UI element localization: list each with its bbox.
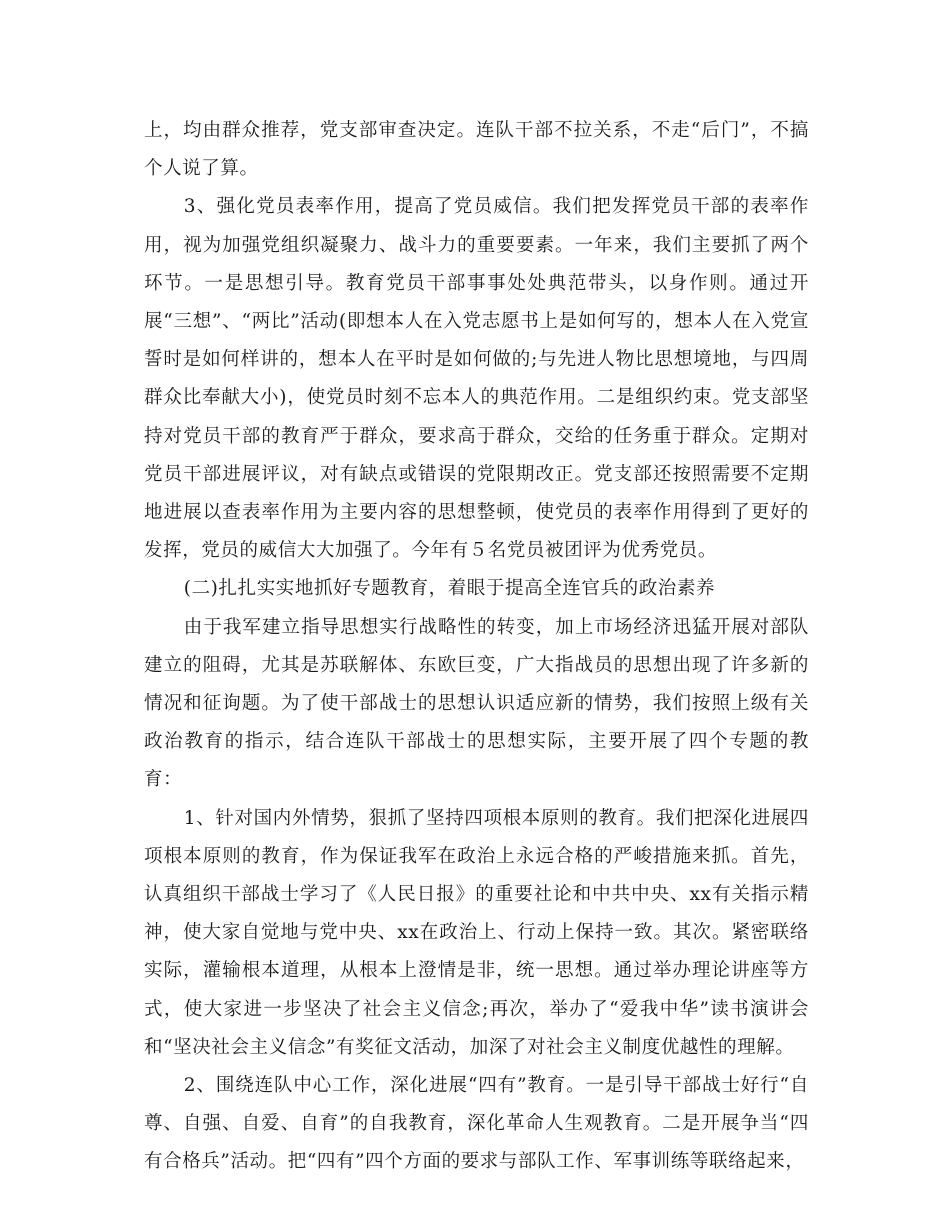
- paragraph-continuation: 上，均由群众推荐，党支部审查决定。连队干部不拉关系，不走“后门”，不搞个人说了算。: [144, 120, 809, 180]
- paragraph-four-principles: 1、针对国内外情势，狠抓了坚持四项根本原则的教育。我们把深化进展四项根本原则的教育，作为保证我军在政治上永远合格的严峻措施来抓。首先，认真组织干部战士学习了《人民日报》的重要社论和中共中央、xx有关指示精神，使大家自觉地与党中央、xx在政治上、行动上保持一致。其次。紧密联络实际，灌输根本道理，从根本上澄情是非，统一思想。通过举办理论讲座等方式，使大家进一步坚决了社会主义信念;再次，举办了“爱我中华”读书演讲会和“坚决社会主义信念”有奖征文活动，加深了对社会主义制度优越性的理解。: [144, 807, 809, 1058]
- section-heading-thematic-education: (二)扎扎实实地抓好专题教育，着眼于提高全连官兵的政治素养: [183, 578, 716, 600]
- document-body: [144, 112, 809, 1182]
- paragraph-background: 由于我军建立指导思想实行战略性的转变，加上市场经济迅猛开展对部队建立的阻碍，尤其是苏联解体、东欧巨变，广大指战员的思想出现了许多新的情况和征询题。为了使干部战士的思想认识适应新的情势，我们按照上级有关政治教育的指示，结合连队干部战士的思想实际，主要开展了四个专题的教育：: [144, 616, 809, 791]
- paragraph-party-member-role: 3、强化党员表率作用，提高了党员威信。我们把发挥党员干部的表率作用，视为加强党组织凝聚力、战斗力的重要要素。一年来，我们主要抓了两个环节。一是思想引导。教育党员干部事事处处典范带头，以身作则。通过开展“三想”、“两比”活动(即想本人在入党志愿书上是如何写的，想本人在入党宣誓时是如何样讲的，想本人在平时是如何做的;与先进人物比思想境地，与四周群众比奉献大小)，使党员时刻不忘本人的典范作用。二是组织约束。党支部坚持对党员干部的教育严于群众，要求高于群众，交给的任务重于群众。定期对党员干部进展评议，对有缺点或错误的党限期改正。党支部还按照需要不定期地进展以查表率作用为主要内容的思想整顿，使党员的表率作用得到了更好的发挥，党员的威信大大加强了。今年有５名党员被团评为优秀党员。: [144, 196, 809, 562]
- paragraph-four-haves: 2、围绕连队中心工作，深化进展“四有”教育。一是引导干部战士好行“自尊、自强、自爱、自育”的自我教育，深化革命人生观教育。二是开展争当“四有合格兵”活动。把“四有”四个方面的要求与部队工作、军事训练等联络起来，: [144, 1075, 809, 1173]
